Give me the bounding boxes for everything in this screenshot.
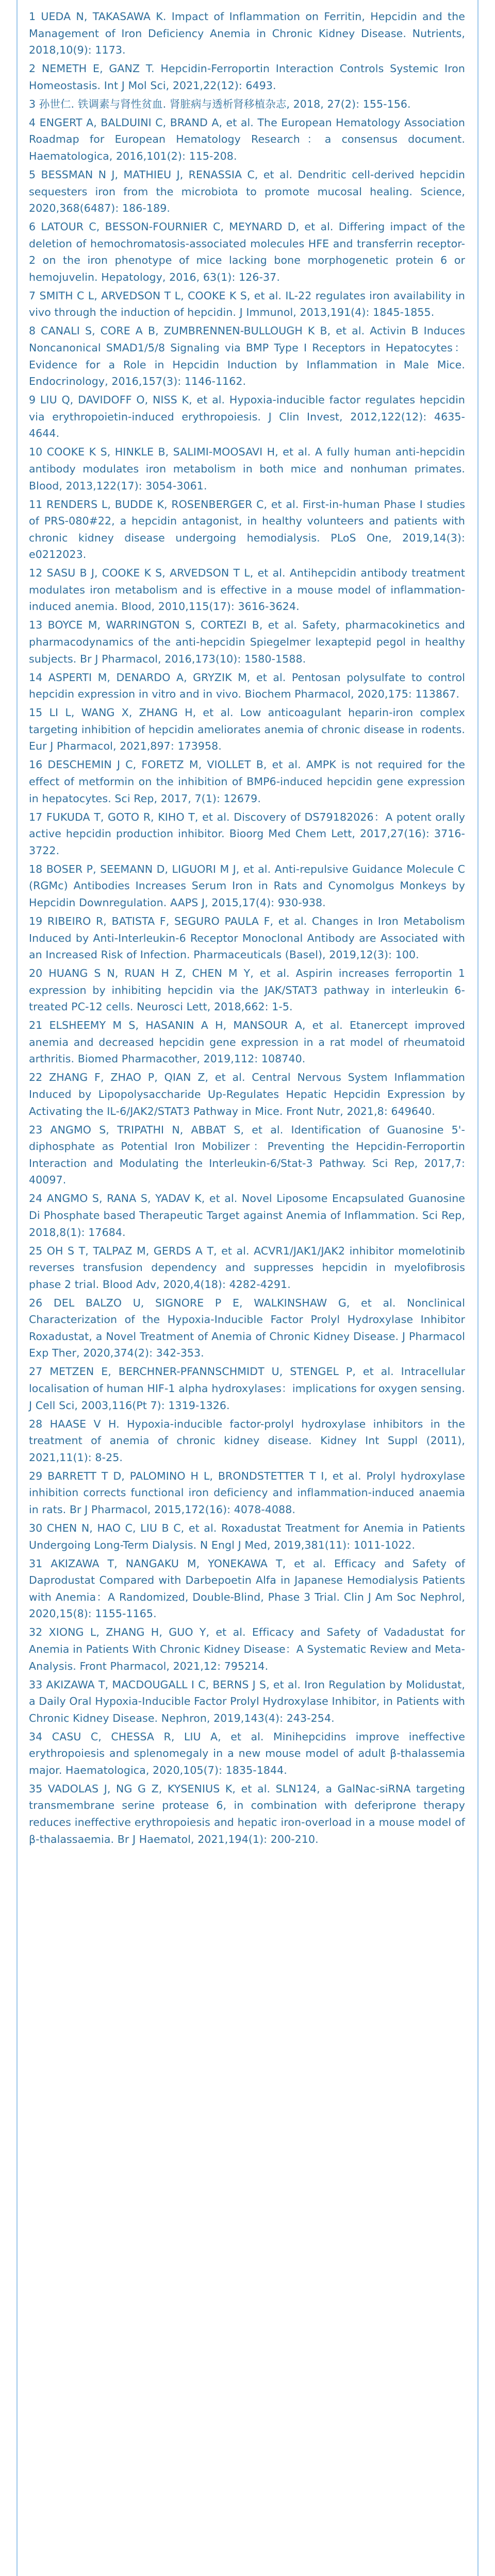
reference-item-4: 4 ENGERT A, BALDUINI C, BRAND A, et al. The European Hematology Association Roadmap for European Hematology Research：a consensus document. Haematologica, 2016,101(2): 115-208. — [29, 116, 465, 162]
reference-item-5: 5 BESSMAN N J, MATHIEU J, RENASSIA C, et al. Dendritic cell-derived hepcidin sequesters iron from the microbiota to promote mucosal healing. Science, 2020,368(6487): 186-189. — [29, 168, 465, 215]
reference-item-17: 17 FUKUDA T, GOTO R, KIHO T, et al. Discovery of DS79182026：A potent orally active hepcidin production inhibitor. Bioorg Med Chem Lett, 2017,27(16): 3716-3722. — [29, 810, 465, 857]
reference-item-8: 8 CANALI S, CORE A B, ZUMBRENNEN-BULLOUGH K B, et al. Activin B Induces Noncanonical SMAD1/5/8 Signaling via BMP Type I Receptors in Hepatocytes：Evidence for a Role in Hepcidin Induction by Inflammation in Male Mice. Endocrinology, 2016,157(3): 1146-1162. — [29, 325, 465, 388]
reference-item-6: 6 LATOUR C, BESSON-FOURNIER C, MEYNARD D, et al. Differing impact of the deletion of hemochromatosis-associated molecules HFE and transferrin receptor-2 on the iron phenotype of mice lacking bone morphogenetic protein 6 or hemojuvelin. Hepatology, 2016, 63(1): 126-37. — [29, 221, 465, 283]
reference-item-12: 12 SASU B J, COOKE K S, ARVEDSON T L, et al. Antihepcidin antibody treatment modulates iron metabolism and is effective in a mouse model of inflammation-induced anemia. Blood, 2010,115(17): 3616-3624. — [29, 567, 465, 613]
reference-item-27: 27 METZEN E, BERCHNER-PFANNSCHMIDT U, STENGEL P, et al. Intracellular localisation of human HIF-1 alpha hydroxylases：implications for oxygen sensing. J Cell Sci, 2003,116(Pt 7): 1319-1326. — [29, 1365, 465, 1412]
reference-item-18: 18 BOSER P, SEEMANN D, LIGUORI M J, et al. Anti-repulsive Guidance Molecule C (RGMc) Antibodies Increases Serum Iron in Rats and Cynomolgus Monkeys by Hepcidin Downregulation. AAPS J, 2015,17(4): 930-938. — [29, 862, 465, 909]
reference-item-3: 3 孙世仁. 铁调素与肾性贫血. 肾脏病与透析肾移植杂志, 2018, 27(2): 155-156. — [29, 97, 411, 110]
reference-item-16: 16 DESCHEMIN J C, FORETZ M, VIOLLET B, et al. AMPK is not required for the effect of metformin on the inhibition of BMP6-induced hepcidin gene expression in hepatocytes. Sci Rep, 2017, 7(1): 12679. — [29, 758, 465, 805]
reference-item-1: 1 UEDA N, TAKASAWA K. Impact of Inflammation on Ferritin, Hepcidin and the Management of Iron Deficiency Anemia in Chronic Kidney Disease. Nutrients, 2018,10(9): 1173. — [29, 10, 465, 57]
reference-item-19: 19 RIBEIRO R, BATISTA F, SEGURO PAULA F, et al. Changes in Iron Metabolism Induced by Anti-Interleukin-6 Receptor Monoclonal Antibody are Associated with an Increased Risk of Infection. Pharmaceuticals (Basel), 2019,12(3): 100. — [29, 914, 465, 961]
reference-item-21: 21 ELSHEEMY M S, HASANIN A H, MANSOUR A, et al. Etanercept improved anemia and decreased hepcidin gene expression in a rat model of rheumatoid arthritis. Biomed Pharmacother, 2019,112: 108740. — [29, 1019, 465, 1065]
reference-item-22: 22 ZHANG F, ZHAO P, QIAN Z, et al. Central Nervous System Inflammation Induced by Lipopolysaccharide Up-Regulates Hepatic Hepcidin Expression by Activating the IL-6/JAK2/STAT3 Pathway in Mice. Front Nutr, 2021,8: 649640. — [29, 1071, 465, 1117]
reference-item-29: 29 BARRETT T D, PALOMINO H L, BRONDSTETTER T I, et al. Prolyl hydroxylase inhibition corrects functional iron deficiency and inflammation-induced anaemia in rats. Br J Pharmacol, 2015,172(16): 4078-4088. — [29, 1469, 465, 1516]
reference-item-9: 9 LIU Q, DAVIDOFF O, NISS K, et al. Hypoxia-inducible factor regulates hepcidin via erythropoietin-induced erythropoiesis. J Clin Invest, 2012,122(12): 4635-4644. — [29, 394, 465, 440]
reference-item-25: 25 OH S T, TALPAZ M, GERDS A T, et al. ACVR1/JAK1/JAK2 inhibitor momelotinib reverses transfusion dependency and suppresses hepcidin in myelofibrosis phase 2 trial. Blood Adv, 2020,4(18): 4282-4291. — [29, 1244, 465, 1291]
reference-item-31: 31 AKIZAWA T, NANGAKU M, YONEKAWA T, et al. Efficacy and Safety of Daprodustat Compared with Darbepoetin Alfa in Japanese Hemodialysis Patients with Anemia：A Randomized, Double-Blind, Phase 3 Trial. Clin J Am Soc Nephrol, 2020,15(8): 1155-1165. — [29, 1557, 465, 1620]
reference-item-2: 2 NEMETH E, GANZ T. Hepcidin-Ferroportin Interaction Controls Systemic Iron Homeostasis. Int J Mol Sci, 2021,22(12): 6493. — [29, 62, 465, 92]
reference-item-11: 11 RENDERS L, BUDDE K, ROSENBERGER C, et al. First-in-human Phase I studies of PRS-080#22, a hepcidin antagonist, in healthy volunteers and patients with chronic kidney disease undergoing hemodialysis. PLoS One, 2019,14(3): e0212023. — [29, 498, 465, 561]
reference-item-7: 7 SMITH C L, ARVEDSON T L, COOKE K S, et al. IL-22 regulates iron availability in vivo through the induction of hepcidin. J Immunol, 2013,191(4): 1845-1855. — [29, 289, 465, 319]
reference-item-35: 35 VADOLAS J, NG G Z, KYSENIUS K, et al. SLN124, a GalNac-siRNA targeting transmembrane serine protease 6, in combination with deferiprone therapy reduces ineffective erythropoiesis and hepatic iron-overload in a mouse model of β-thalassaemia. Br J Haematol, 2021,194(1): 200-210. — [29, 1782, 465, 1845]
reference-item-30: 30 CHEN N, HAO C, LIU B C, et al. Roxadustat Treatment for Anemia in Patients Undergoing Long-Term Dialysis. N Engl J Med, 2019,381(11): 1011-1022. — [29, 1521, 465, 1551]
reference-item-14: 14 ASPERTI M, DENARDO A, GRYZIK M, et al. Pentosan polysulfate to control hepcidin expression in vitro and in vivo. Biochem Pharmacol, 2020,175: 113867. — [29, 671, 465, 701]
reference-item-32: 32 XIONG L, ZHANG H, GUO Y, et al. Efficacy and Safety of Vadadustat for Anemia in Patients With Chronic Kidney Disease：A Systematic Review and Meta-Analysis. Front Pharmacol, 2021,12: 795214. — [29, 1626, 465, 1672]
reference-list — [29, 8, 465, 1848]
references-card — [16, 0, 478, 2576]
reference-item-34: 34 CASU C, CHESSA R, LIU A, et al. Minihepcidins improve ineffective erythropoiesis and splenomegaly in a new mouse model of adult β-thalassemia major. Haematologica, 2020,105(7): 1835-1844. — [29, 1730, 465, 1776]
reference-item-10: 10 COOKE K S, HINKLE B, SALIMI-MOOSAVI H, et al. A fully human anti-hepcidin antibody modulates iron metabolism in both mice and nonhuman primates. Blood, 2013,122(17): 3054-3061. — [29, 446, 465, 492]
reference-item-28: 28 HAASE V H. Hypoxia-inducible factor-prolyl hydroxylase inhibitors in the treatment of anemia of chronic kidney disease. Kidney Int Suppl (2011), 2021,11(1): 8-25. — [29, 1417, 465, 1464]
reference-item-13: 13 BOYCE M, WARRINGTON S, CORTEZI B, et al. Safety, pharmacokinetics and pharmacodynamics of the anti-hepcidin Spiegelmer lexaptepid pegol in healthy subjects. Br J Pharmacol, 2016,173(10): 1580-1588. — [29, 619, 465, 665]
reference-item-20: 20 HUANG S N, RUAN H Z, CHEN M Y, et al. Aspirin increases ferroportin 1 expression by inhibiting hepcidin via the JAK/STAT3 pathway in interleukin 6-treated PC-12 cells. Neurosci Lett, 2018,662: 1-5. — [29, 967, 465, 1013]
reference-item-33: 33 AKIZAWA T, MACDOUGALL I C, BERNS J S, et al. Iron Regulation by Molidustat, a Daily Oral Hypoxia-Inducible Factor Prolyl Hydroxylase Inhibitor, in Patients with Chronic Kidney Disease. Nephron, 2019,143(4): 243-254. — [29, 1678, 465, 1724]
reference-item-15: 15 LI L, WANG X, ZHANG H, et al. Low anticoagulant heparin-iron complex targeting inhibition of hepcidin ameliorates anemia of chronic disease in rodents. Eur J Pharmacol, 2021,897: 173958. — [29, 706, 465, 753]
reference-item-23: 23 ANGMO S, TRIPATHI N, ABBAT S, et al. Identification of Guanosine 5'-diphosphate as Potential Iron Mobilizer：Preventing the Hepcidin-Ferroportin Interaction and Modulating the Interleukin-6/Stat-3 Pathway. Sci Rep, 2017,7: 40097. — [29, 1123, 465, 1187]
reference-item-24: 24 ANGMO S, RANA S, YADAV K, et al. Novel Liposome Encapsulated Guanosine Di Phosphate based Therapeutic Target against Anemia of Inflammation. Sci Rep, 2018,8(1): 17684. — [29, 1192, 465, 1239]
reference-item-26: 26 DEL BALZO U, SIGNORE P E, WALKINSHAW G, et al. Nonclinical Characterization of the Hypoxia-Inducible Factor Prolyl Hydroxylase Inhibitor Roxadustat, a Novel Treatment of Anemia of Chronic Kidney Disease. J Pharmacol Exp Ther, 2020,374(2): 342-353. — [29, 1296, 465, 1360]
